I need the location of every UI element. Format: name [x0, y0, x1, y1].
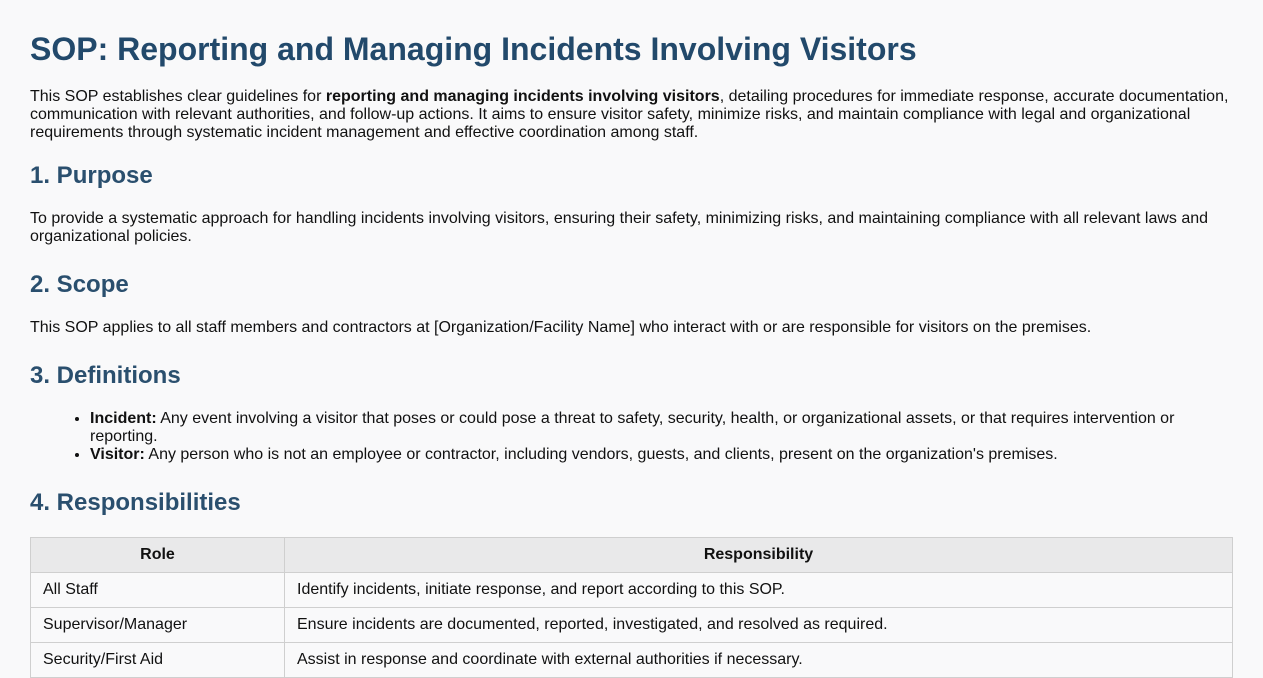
definitions-heading: 3. Definitions: [30, 362, 181, 389]
page-title: SOP: Reporting and Managing Incidents Involving Visitors: [30, 31, 917, 67]
definition-text: Any event involving a visitor that poses or could pose a threat to safety, security, health, or organizational assets, or that requires intervention or reporting.: [90, 410, 1175, 445]
intro-paragraph: [30, 88, 1233, 142]
responsibility-cell: Identify incidents, initiate response, and report according to this SOP.: [285, 573, 1233, 608]
definition-text: Any person who is not an employee or contractor, including vendors, guests, and clients, present on the organization's premises.: [144, 446, 1058, 463]
purpose-heading: 1. Purpose: [30, 162, 153, 189]
scope-text: This SOP applies to all staff members and contractors at [Organization/Facility Name] who interact with or are responsible for visitors on the premises.: [30, 319, 1092, 336]
column-header-responsibility: Responsibility: [285, 538, 1233, 573]
intro-prefix: This SOP establishes clear guidelines for: [30, 88, 326, 105]
table-row: [31, 608, 1233, 643]
responsibility-cell: Assist in response and coordinate with external authorities if necessary.: [285, 643, 1233, 678]
definition-term: Visitor:: [90, 446, 145, 463]
responsibilities-heading: 4. Responsibilities: [30, 489, 241, 516]
table-row: [31, 643, 1233, 678]
column-header-role: Role: [31, 538, 285, 573]
responsibilities-table: [30, 537, 1233, 678]
intro-bold: reporting and managing incidents involving visitors: [325, 88, 720, 105]
purpose-text: To provide a systematic approach for handling incidents involving visitors, ensuring their safety, minimizing risks, and maintaining compliance with all relevant laws and organizational policies.: [30, 210, 1209, 245]
definition-item-visitor: [90, 446, 1240, 464]
role-cell: Supervisor/Manager: [31, 608, 285, 643]
definitions-list: [30, 410, 1240, 464]
table-header-row: [31, 538, 1233, 573]
role-cell: All Staff: [31, 573, 285, 608]
intro-suffix: , detailing procedures for immediate response, accurate documentation, communication with relevant authorities, and follow-up actions. It aims to ensure visitor safety, minimize risks, and maintain compliance with legal and organizational requirements through systematic incident management and effective coordination among staff.: [30, 88, 1229, 141]
role-cell: Security/First Aid: [31, 643, 285, 678]
table-row: [31, 573, 1233, 608]
definition-term: Incident:: [90, 410, 157, 427]
scope-heading: 2. Scope: [30, 271, 129, 298]
definition-item-incident: [90, 410, 1240, 446]
responsibility-cell: Ensure incidents are documented, reported, investigated, and resolved as required.: [285, 608, 1233, 643]
